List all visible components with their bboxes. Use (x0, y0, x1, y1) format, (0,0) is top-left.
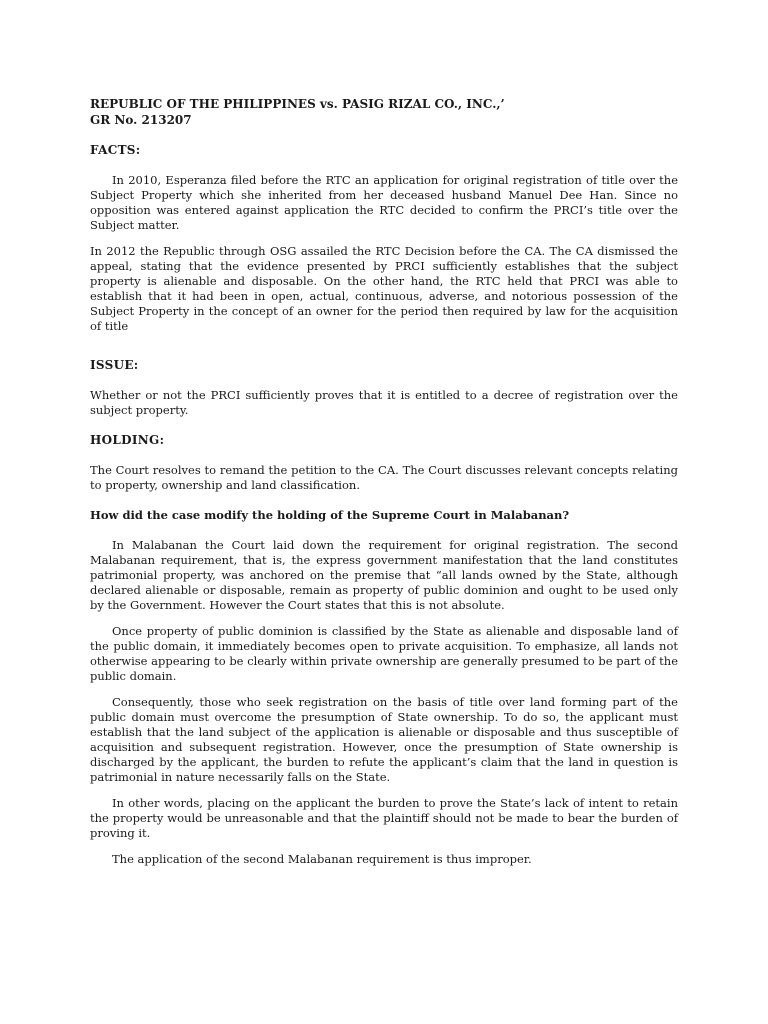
holding-heading: HOLDING: (90, 433, 165, 447)
case-title-line: REPUBLIC OF THE PHILIPPINES vs. PASIG RIZAL CO., INC.,’ (90, 97, 505, 111)
malabanan-question: How did the case modify the holding of the Supreme Court in Malabanan? (90, 508, 570, 522)
issue-heading: ISSUE: (90, 358, 139, 372)
holding-paragraph: The Court resolves to remand the petition to the CA. The Court discusses relevant concepts relating to property, ownership and land classification. (90, 463, 678, 492)
malabanan-paragraph-2: Once property of public dominion is classified by the State as alienable and disposable land of the public domain, it immediately becomes open to private acquisition. To emphasize, all lands not otherwise appearing to be clearly within private ownership are generally presumed to be part of the public domain. (90, 624, 678, 683)
malabanan-paragraph-4: In other words, placing on the applicant the burden to prove the State’s lack of intent to retain the property would be unreasonable and that the plaintiff should not be made to bear the burden of proving it. (90, 796, 678, 840)
malabanan-paragraph-5: The application of the second Malabanan requirement is thus improper. (112, 852, 532, 866)
case-title (90, 96, 678, 128)
facts-paragraph-1: In 2010, Esperanza filed before the RTC an application for original registration of title over the Subject Property which she inherited from her deceased husband Manuel Dee Han. Since no opposition was entered against application the RTC decided to confirm the PRCI’s title over the Subject matter. (90, 173, 678, 232)
facts-heading: FACTS: (90, 143, 141, 157)
facts-paragraph-2: In 2012 the Republic through OSG assailed the RTC Decision before the CA. The CA dismissed the appeal, stating that the evidence presented by PRCI sufficiently establishes that the subject property is alienable and disposable. On the other hand, the RTC held that PRCI was able to establish that it had been in open, actual, continuous, adverse, and notorious possession of the Subject Property in the concept of an owner for the period then required by law for the acquisition of title (90, 244, 678, 333)
case-number: GR No. 213207 (90, 113, 192, 127)
malabanan-paragraph-3: Consequently, those who seek registration on the basis of title over land forming part of the public domain must overcome the presumption of State ownership. To do so, the applicant must establish that the land subject of the application is alienable or disposable and thus susceptible of acquisition and subsequent registration. However, once the presumption of State ownership is discharged by the applicant, the burden to refute the applicant’s claim that the land in question is patrimonial in nature necessarily falls on the State. (90, 695, 678, 784)
malabanan-paragraph-1: In Malabanan the Court laid down the requirement for original registration. The second Malabanan requirement, that is, the express government manifestation that the land constitutes patrimonial property, was anchored on the premise that “all lands owned by the State, although declared alienable or disposable, remain as property of public dominion and ought to be used only by the Government. However the Court states that this is not absolute. (90, 538, 678, 612)
issue-paragraph: Whether or not the PRCI sufficiently proves that it is entitled to a decree of registration over the subject property. (90, 388, 678, 417)
